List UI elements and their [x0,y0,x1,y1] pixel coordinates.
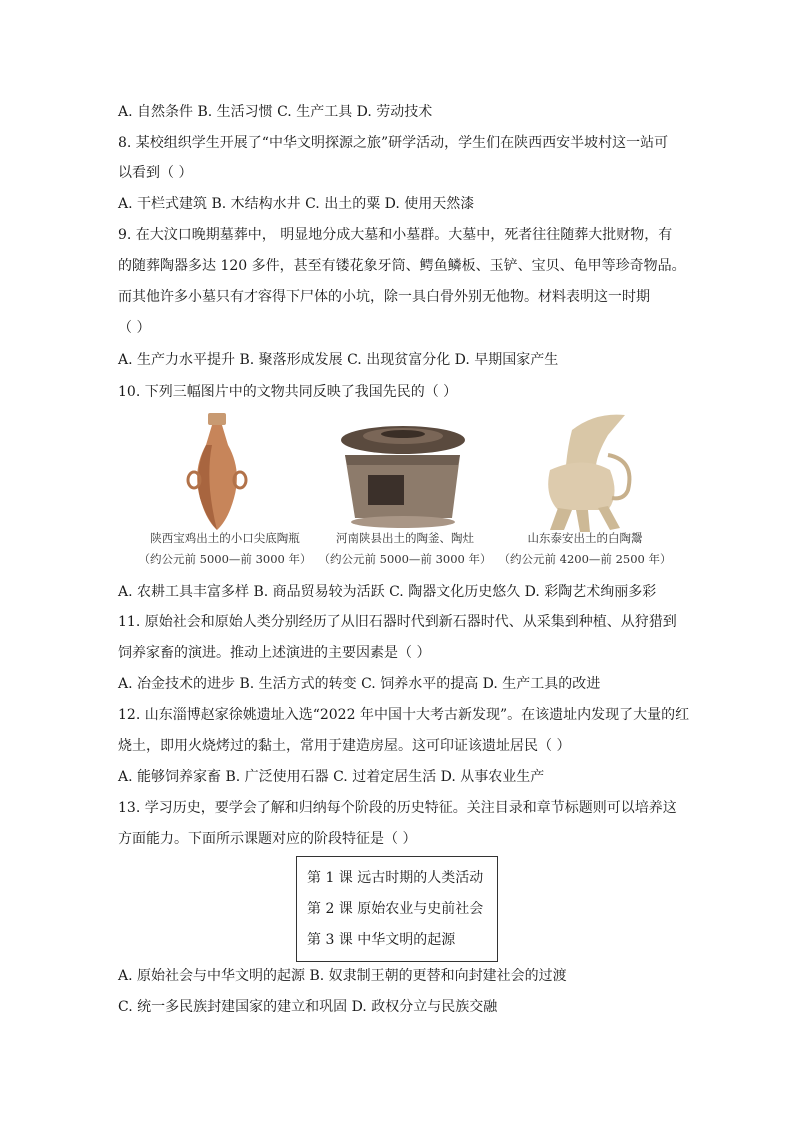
q8-stem-line1: 8. 某校组织学生开展了“中华文明探源之旅”研学活动，学生们在陕西西安半坡村这一站可 [118,135,669,151]
q7-options: A. 自然条件 B. 生活习惯 C. 生产工具 D. 劳动技术 [118,104,433,120]
q11-options: A. 冶金技术的进步 B. 生活方式的转变 C. 饲养水平的提高 D. 生产工具的改进 [118,676,601,692]
q9-stem-line2: 的随葬陶器多达 120 多件，甚至有镂花象牙筒、鳄鱼鳞板、玉铲、宝贝、龟甲等珍奇物品。 [118,258,686,274]
q9-stem-line1: 9. 在大汶口晚期墓葬中， 明显地分成大墓和小墓群。大墓中，死者往往随葬大批财物，有 [118,227,673,243]
figure-caption: 陕西宝鸡出土的小口尖底陶瓶 [150,531,300,545]
q13-stem-line2: 方面能力。下面所示课题对应的阶段特征是（ ） [118,831,417,847]
figure-stove [300,410,510,570]
q11-stem-line1: 11. 原始社会和原始人类分别经历了从旧石器时代到新石器时代、从采集到种植、从狩猎到 [118,614,677,630]
toc-lesson-2: 第 2 课 原始农业与史前社会 [307,901,484,917]
q13-stem-line1: 13. 学习历史，要学会了解和归纳每个阶段的历史特征。关注目录和章节标题则可以培养这 [118,800,677,816]
q12-stem-line1: 12. 山东淄博赵家徐姚遗址入选“2022 年中国十大考古新发现”。在该遗址内发现了大量的红 [118,707,690,723]
q13-options-line1: A. 原始社会与中华文明的起源 B. 奴隶制王朝的更替和向封建社会的过渡 [118,968,567,984]
q11-stem-line2: 饲养家畜的演进。推动上述演进的主要因素是（ ） [118,645,431,661]
q8-stem-line2: 以看到（ ） [118,165,193,181]
figure-date: （约公元前 4200—前 2500 年） [498,552,672,566]
figure-bottle [120,410,330,570]
q10-options: A. 农耕工具丰富多样 B. 商品贸易较为活跃 C. 陶器文化历史悠久 D. 彩陶艺术绚丽多彩 [118,584,657,600]
figure-date: （约公元前 5000—前 3000 年） [138,552,312,566]
pottery-cauldron-and-stove-image [300,410,510,535]
toc-lesson-1: 第 1 课 远古时期的人类活动 [307,870,484,886]
q9-stem-line3: 而其他许多小墓只有才容得下尸体的小坑，除一具白骨外别无他物。材料表明这一时期 [118,289,650,305]
toc-lesson-3: 第 3 课 中华文明的起源 [307,932,456,948]
white-pottery-gui-image [480,410,690,535]
pointed-bottom-pottery-bottle-image [120,410,330,535]
lesson-table-of-contents [296,856,498,962]
q13-options-line2: C. 统一多民族封建国家的建立和巩固 D. 政权分立与民族交融 [118,999,498,1015]
q10-stem: 10. 下列三幅图片中的文物共同反映了我国先民的（ ） [118,384,458,400]
q12-stem-line2: 烧土，即用火烧烤过的黏土，常用于建造房屋。这可印证该遗址居民（ ） [118,738,571,754]
q9-stem-line4: （ ） [118,320,151,336]
figure-caption: 山东泰安出土的白陶鬶 [527,531,643,545]
figure-date: （约公元前 5000—前 3000 年） [318,552,492,566]
figure-gui [480,410,690,570]
figure-caption: 河南陕县出土的陶釜、陶灶 [336,531,474,545]
q8-options: A. 干栏式建筑 B. 木结构水井 C. 出土的粟 D. 使用天然漆 [118,196,475,212]
q12-options: A. 能够饲养家畜 B. 广泛使用石器 C. 过着定居生活 D. 从事农业生产 [118,769,545,785]
q9-options: A. 生产力水平提升 B. 聚落形成发展 C. 出现贫富分化 D. 早期国家产生 [118,352,559,368]
